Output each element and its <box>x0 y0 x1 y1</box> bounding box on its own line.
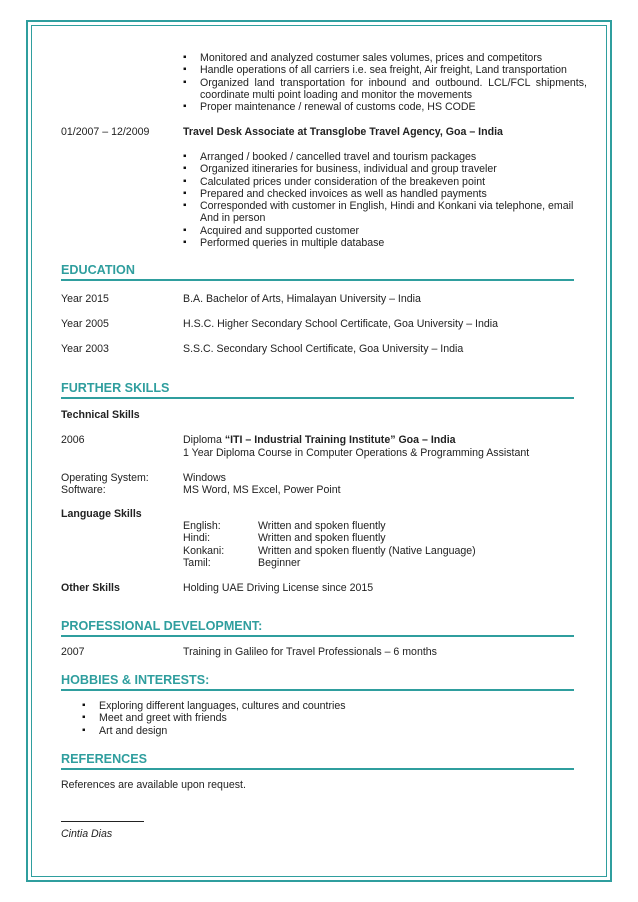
list-item: ▪ Exploring different languages, cultures and countries <box>82 700 346 712</box>
other-skills-value: Holding UAE Driving License since 2015 <box>183 582 374 594</box>
list-item: ▪ Proper maintenance / renewal of customs code, HS CODE <box>183 101 587 113</box>
language-level: Written and spoken fluently (Native Language) <box>258 545 476 557</box>
job1-bullet-list <box>183 52 587 113</box>
list-item: ▪ Organized itineraries for business, individual and group traveler <box>183 163 587 175</box>
education-year: Year 2003 <box>61 343 109 355</box>
list-item: ▪ Art and design <box>82 725 346 737</box>
language-name: Hindi: <box>183 532 211 544</box>
diploma-desc: 1 Year Diploma Course in Computer Operations & Programming Assistant <box>183 447 530 459</box>
list-item: ▪ Handle operations of all carriers i.e. sea freight, Air freight, Land transportation <box>183 64 587 76</box>
job2-title: Travel Desk Associate at Transglobe Travel Agency, Goa – India <box>183 126 503 138</box>
language-level: Beginner <box>258 557 301 569</box>
software-value: MS Word, MS Excel, Power Point <box>183 484 341 496</box>
references-text: References are available upon request. <box>61 779 246 791</box>
os-label: Operating System: <box>61 472 149 484</box>
signature-name: Cintia Dias <box>61 828 113 840</box>
job2-dates: 01/2007 – 12/2009 <box>61 126 150 138</box>
education-desc: S.S.C. Secondary School Certificate, Goa University – India <box>183 343 464 355</box>
section-rule <box>61 397 574 399</box>
list-item: ▪ Organized land transportation for inbound and outbound. LCL/FCL shipments, coordinate multi point loading and monitor the movements <box>183 77 587 102</box>
section-heading-professional: PROFESSIONAL DEVELOPMENT: <box>61 619 263 633</box>
list-item: ▪ Performed queries in multiple database <box>183 237 587 249</box>
education-desc: B.A. Bachelor of Arts, Himalayan University – India <box>183 293 421 305</box>
language-name: Konkani: <box>183 545 225 557</box>
software-label: Software: <box>61 484 106 496</box>
section-rule <box>61 689 574 691</box>
section-rule <box>61 279 574 281</box>
section-rule <box>61 768 574 770</box>
section-heading-skills: FURTHER SKILLS <box>61 381 170 395</box>
education-year: Year 2015 <box>61 293 109 305</box>
section-rule <box>61 635 574 637</box>
language-name: English: <box>183 520 221 532</box>
diploma-prefix: Diploma <box>183 434 225 446</box>
job2-bullet-list <box>183 151 587 249</box>
list-item: ▪ Arranged / booked / cancelled travel and tourism packages <box>183 151 587 163</box>
section-heading-education: EDUCATION <box>61 263 135 277</box>
list-item: ▪ Calculated prices under consideration of the breakeven point <box>183 176 587 188</box>
list-item: ▪ Acquired and supported customer <box>183 225 587 237</box>
other-skills-label: Other Skills <box>61 582 120 594</box>
diploma-line <box>183 434 456 447</box>
hobbies-list <box>82 700 346 737</box>
technical-skills-label: Technical Skills <box>61 409 140 421</box>
language-level: Written and spoken fluently <box>258 532 386 544</box>
education-year: Year 2005 <box>61 318 109 330</box>
language-level: Written and spoken fluently <box>258 520 386 532</box>
signature-line <box>61 821 144 822</box>
list-item: ▪ Prepared and checked invoices as well as handled payments <box>183 188 587 200</box>
language-name: Tamil: <box>183 557 211 569</box>
section-heading-references: REFERENCES <box>61 752 148 766</box>
list-item: ▪ Meet and greet with friends <box>82 712 346 724</box>
professional-desc: Training in Galileo for Travel Professionals – 6 months <box>183 646 437 658</box>
language-skills-label: Language Skills <box>61 508 142 520</box>
section-heading-hobbies: HOBBIES & INTERESTS: <box>61 673 210 687</box>
list-item: ▪ Corresponded with customer in English, Hindi and Konkani via telephone, email And in person <box>183 200 575 225</box>
education-desc: H.S.C. Higher Secondary School Certificate, Goa University – India <box>183 318 499 330</box>
os-value: Windows <box>183 472 226 484</box>
professional-year: 2007 <box>61 646 85 658</box>
list-item: ▪ Monitored and analyzed costumer sales volumes, prices and competitors <box>183 52 587 64</box>
diploma-name: “ITI – Industrial Training Institute” Goa – India <box>224 434 456 446</box>
diploma-year: 2006 <box>61 434 85 446</box>
